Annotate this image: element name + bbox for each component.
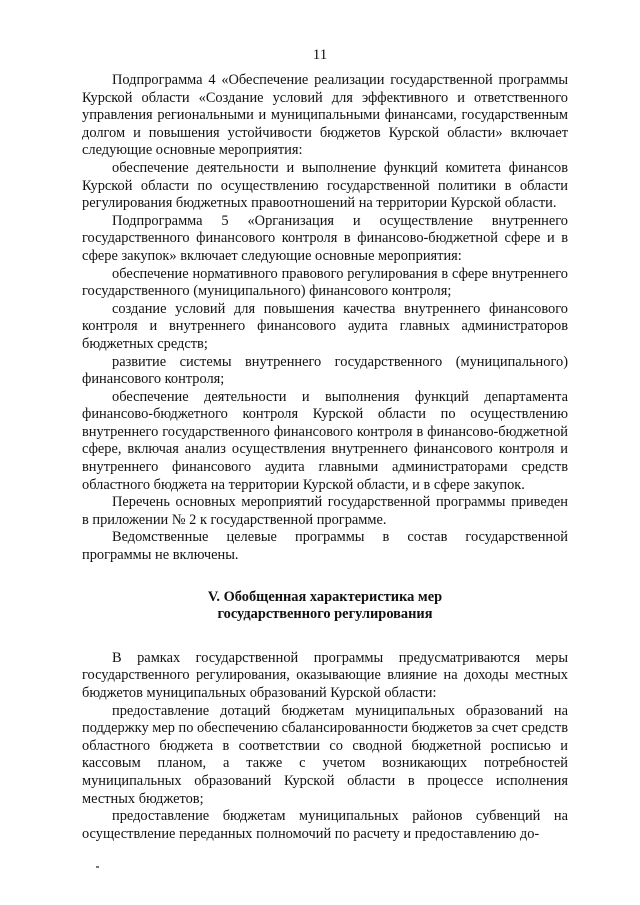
paragraph-activity-system: развитие системы внутреннего государственного (муниципального) финансового контроля; <box>82 353 568 388</box>
paragraph-activity-quality: создание условий для повышения качества внутреннего финансового контроля и внутреннего финансового аудита главных администраторов бюджетных средств; <box>82 300 568 352</box>
paragraph-subventions: предоставление бюджетам муниципальных районов субвенций на осуществление переданных полномочий по расчету и предоставлению до- <box>82 808 568 842</box>
page-number: 11 <box>312 47 328 63</box>
paragraph-regulation-intro: В рамках государственной программы предусматриваются меры государственного регулирования, оказывающие влияние на доходы местных бюджетов муниципальных образований Курской области: <box>82 649 568 701</box>
section-heading <box>82 589 568 624</box>
scan-speck <box>96 866 99 868</box>
section-heading-line-2: государственного регулирования <box>217 606 433 623</box>
paragraph-activity-department: обеспечение деятельности и выполнения функций департамента финансово-бюджетного контроля Курской области по осуществлению внутреннего государственного финансового контроля в финансово-бюджетной сфере, включая анализ осуществления внутреннего финансового контроля и внутреннего финансового аудита главными администраторами средств областного бюджета на территории Курской области, и в сфере закупок. <box>82 388 568 493</box>
paragraph-activity-regulation: обеспечение нормативного правового регулирования в сфере внутреннего государственного (муниципального) финансового контроля; <box>82 265 568 300</box>
paragraph-subsidies-balance: предоставление дотаций бюджетам муниципальных образований на поддержку мер по обеспечению сбалансированности бюджетов за счет средств областного бюджета в соответствии со сводной бюджетной росписью и кассовым планом, а также с учетом возникающих потребностей муниципальных образований Курской области в процессе исполнения местных бюджетов; <box>82 702 568 807</box>
paragraph-subprogram-4: Подпрограмма 4 «Обеспечение реализации государственной программы Курской области «Создание условий для эффективного и ответственного управления региональными и муниципальными финансами, государственным долгом и повышения устойчивости бюджетов Курской области» включает следующие основные мероприятия: <box>82 72 568 159</box>
paragraph-activity-committee: обеспечение деятельности и выполнение функций комитета финансов Курской области по осуществлению государственной политики в области регулирования бюджетных правоотношений на территории Курской области. <box>82 159 568 212</box>
paragraph-departmental-programs: Ведомственные целевые программы в состав государственной программы не включены. <box>82 529 568 564</box>
document-body <box>82 72 568 843</box>
paragraph-subprogram-5: Подпрограмма 5 «Организация и осуществление внутреннего государственного финансового контроля в финансово-бюджетной сфере и в сфере закупок» включает следующие основные мероприятия: <box>82 212 568 264</box>
paragraph-appendix-reference: Перечень основных мероприятий государственной программы приведен в приложении № 2 к государственной программе. <box>82 494 568 528</box>
section-heading-line-1: V. Обобщенная характеристика мер <box>207 588 443 605</box>
